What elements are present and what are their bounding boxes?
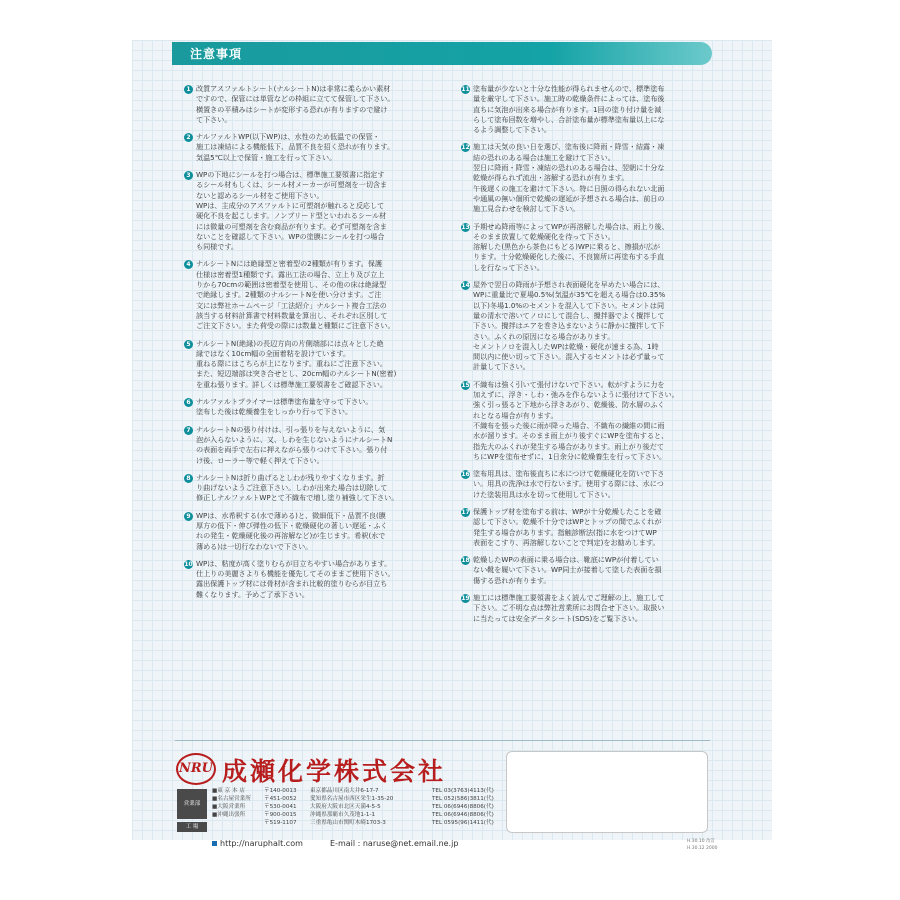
note-item — [461, 84, 723, 135]
section-title: 注意事項 — [190, 47, 243, 61]
note-item — [184, 84, 446, 125]
note-item — [461, 593, 723, 624]
note-number-badge: 11 — [461, 86, 470, 93]
note-number-badge: 7 — [184, 426, 193, 435]
note-text: ナルシートNは折り曲げるとしわが残りやすくなります。折 り曲げないようご注意下さい。しわが出来た場合は切除して 修正しナルファルトWPとて不織布で増し塗り補強して下さい。 — [196, 472, 399, 503]
office-name: ■名古屋営業所 — [212, 795, 251, 802]
note-item — [184, 170, 446, 252]
note-item — [184, 511, 446, 552]
office-postal: 〒451-0052 — [264, 795, 297, 802]
note-item — [184, 397, 446, 418]
office-tel: TEL 052(586)3811(代) — [432, 795, 494, 802]
email-address[interactable]: E-mail : naruse@net.email.ne.jp — [330, 839, 459, 848]
note-text: 塗布用具は、塗布後直ちに水につけて乾燥硬化を防いで下さ い。用具の洗浄は水で行ないます。使用する際には、水につ けた塗装用具は水を切って使用して下さい。 — [473, 469, 665, 499]
note-number-badge: 8 — [184, 474, 193, 483]
note-item — [461, 555, 723, 586]
office-postal: 〒900-0015 — [264, 811, 297, 818]
note-item — [461, 469, 723, 500]
note-text: 改質アスファルトシート(ナルシートN)は非常に柔らかい素材 ですので、保管には単管などの枠組に立てて保管して下さい。 横置きの平積みはシートが変形する恐れが有りますので避け て下さい。 — [196, 84, 395, 124]
note-text: ナルファルトWP(以下WP)は、水性のため低温での保管・ 施工は凍結による機能低下、品質不良を招く恐れが有ります。 気温5℃以上で保管・施工を行って下さい。 — [196, 132, 395, 162]
note-number-badge: 2 — [184, 133, 193, 142]
note-number-badge: 12 — [461, 144, 470, 152]
office-name: ■沖縄出張所 — [212, 811, 246, 818]
note-text: 予期せぬ降雨等によってWPが再溶解した場合は、雨上り後、 そのまま放置して乾燥硬化を待って下さい。 溶解した(黒色から茶色にもどる)WPに乗ると、擦損が広が ります。十分乾燥硬化した後に、不良箇所に再塗布する手直 しを行なって下さい。 — [473, 221, 669, 272]
office-tel: TEL 03(3763)4113(代) — [432, 788, 494, 794]
note-number-badge: 13 — [461, 223, 470, 231]
office-row — [212, 796, 512, 804]
office-tel: TEL 06(6946)8806(代) — [432, 803, 494, 810]
note-text: 不織布は強く引いて張付けないで下さい。転がすように力を 加えずに、浮き・しわ・弛みを作らないように張付けて下さい。 強く引っ張ると下地から浮きあがり、乾燥後、防水層のふく れとなる場合が有ります。 不織布を張った後に雨が降った場合、不織布の繊維の間に雨 水が溜ります。そのまま雨上がり後すぐにWPを塗布すると、 指先大のふくれが発生する場合があります。雨上がり後だて ちにWPを塗布せずに、1日余分に乾燥養生を行って下さい。 — [473, 379, 679, 461]
note-item — [461, 222, 723, 273]
note-item — [461, 280, 723, 373]
office-row — [212, 804, 512, 812]
note-number-badge: 1 — [184, 85, 193, 94]
note-number-badge: 14 — [461, 282, 470, 290]
note-text: WPの下地にシールを打つ場合は、標準施工要領書に指定す るシール材もしくは、シール材メーカーが可塑剤を一切含ま ないと認めるシール材をご使用下さい。 WPは、主成分のアスファルトに可塑剤が触れると反応して 硬化不良を起こします。ノンブリード型といわれるシール材 には微量の可塑剤を含む商品が有ります。必ず可塑剤を含ま ないことを確認して下さい。WPの塗膜にシールを打つ場合 も同様です。 — [196, 170, 388, 252]
note-number-badge: 3 — [184, 171, 193, 180]
note-item — [461, 142, 723, 214]
website-url[interactable]: http://naruphalt.com — [220, 839, 303, 848]
note-text: 施工には標準施工要領書をよく読んでご理解の上、施工して 下さい。ご不明な点は弊社営業所にお問合せ下さい。取扱い に当たっては安全データシート(SDS)をご覧下さい。 — [473, 593, 665, 623]
note-number-badge: 9 — [184, 512, 193, 521]
notes-column-right — [461, 84, 723, 631]
note-text: ナルシートN(絶縁)の長辺方向の片側端部には点々とした絶 縁ではなく10cm幅の全面着粘を設けています。 重ねる際にはこちらが上になります。重ねにご注意下さい。 また、短辺端部は突き合せとし、20cm幅のナルシートN(密着) を重ね張ります。詳しくは標準施工要領書をご確認下さい。 — [196, 338, 397, 389]
note-item — [461, 507, 723, 548]
footer-divider — [175, 740, 710, 741]
note-number-badge: 6 — [184, 398, 193, 407]
office-postal: 〒140-0013 — [264, 788, 297, 794]
note-text: WPは、水希釈する(水で薄める)と、微細低下・品質不良(膜 厚方の低下・伸び弾性の低下・乾燥硬化の著しい遅延・ふく れの発生・乾燥硬化後の再溶解など)が生じます。希釈(水で 薄める)は一切行なわないで下さい。 — [196, 510, 388, 551]
note-text: ナルシートNの張り付けは、引っ張りを与えないように、気 泡が入らないように、又、しわを生じないようにナルシートN の表面を両手で左右に押えながら張りつけて下さい。張り付 け後、ローラー等で軽く押えて下さい。 — [196, 424, 393, 465]
note-number-badge: 15 — [461, 381, 470, 389]
note-item — [184, 473, 446, 504]
office-postal: 〒519-1107 — [264, 819, 297, 826]
office-postal: 〒530-0041 — [264, 803, 297, 810]
note-text: 施工は天気の良い日を選び、塗布後に降雨・降雪・結露・凍 結の恐れのある場合は施工を避けて下さい。 翌日に降雨・降雪・凍結の恐れのある場合は、翌朝に十分な 乾燥が得られず流出・溶解する恐れが有ります。 午後遅くの施工を避けて下さい。特に日照の得られない北面 や通風の無い個所で乾燥の遅延が予想される場合は、前日の 施工見合わせを検討して下さい。 — [473, 142, 665, 214]
office-row — [212, 788, 512, 796]
note-text: ナルシートNには絶縁型と密着型の2種類が有ります。保護 仕様は密着型1種類です。露出工法の場合、立上り及び立上 りから70cmの範囲は密着型を使用し、その他の床は絶縁型 で絶縁します。2種類のナルシートNを使い分けます。ご注 文には弊社ホームページ「工法紹介」ナルシート複合工法の 該当する材料計算書で材料数量を算出し、それぞれ区別して ご注文下さい。また荷受の際には数量と種類にご注意下さい。 — [196, 259, 395, 331]
note-item — [184, 425, 446, 466]
office-address: 大阪府大阪市北区天満4-5-5 — [310, 803, 381, 810]
bullet-icon — [212, 841, 217, 846]
note-item — [184, 559, 446, 600]
office-address: 東京都品川区南大井6-17-7 — [310, 788, 379, 794]
print-code — [687, 838, 718, 852]
company-logo: NRU — [176, 753, 216, 785]
note-number-badge: 10 — [184, 560, 193, 568]
note-text: 保護トップ材を塗布する前は、WPが十分乾燥したことを確 認して下さい。乾燥不十分ではWPとトップの間でふくれが 発生する場合があります。指触診断法(指に水をつけてWP 表面をこすり、再溶解しないことで判定)をお勧めします。 — [473, 506, 662, 547]
office-tel: TEL 06(6946)8806(代) — [432, 811, 494, 818]
note-number-badge: 5 — [184, 340, 193, 349]
note-text: WPは、粘度が高く塗りむらが目立ちやすい場合があります。 仕上りの美麗さよりも機能を優先してそのままご使用下さい。 露出保護トップ材には骨材が含まれ比較的塗りむらが目立ち 難くなります。予めご了承下さい。 — [196, 558, 395, 599]
print-code-line: H.30.10 改訂 — [687, 839, 716, 844]
office-name: ■東 京 本 店 — [212, 788, 245, 794]
note-text: 乾燥したWPの表面に乗る場合は、靴底にWPが付着してい ない靴を履いて下さい。WP同士が接着して塗した表面を損 傷する恐れが有ります。 — [473, 555, 662, 585]
note-text: 塗布量が少ないと十分な性能が得られませんので、標準塗布 量を厳守して下さい。施工時の乾燥条件によっては、塗布後 直ちに気泡が出来る場合が有ります。1回の塗り付け量を減 らして塗布回数を増やし、合計塗布量が標準塗布量以上にな るよう調整して下さい。 — [473, 84, 665, 135]
note-number-badge: 18 — [461, 557, 470, 565]
office-list — [212, 788, 512, 828]
office-tel: TEL 0595(96)1411(代) — [432, 819, 494, 826]
office-row — [212, 820, 512, 828]
office-row — [212, 812, 512, 820]
print-code-line: H.30.12 2000 — [687, 846, 718, 851]
office-address: 三重県亀山市関町木崎1703-3 — [310, 819, 386, 826]
note-item — [461, 380, 723, 462]
note-item — [184, 259, 446, 331]
dealer-stamp-box — [506, 751, 708, 833]
website-link[interactable] — [212, 839, 303, 848]
note-number-badge: 19 — [461, 595, 470, 603]
company-name: 成瀬化学株式会社 — [222, 757, 447, 786]
office-address: 沖縄県那覇市久茂地1-1-1 — [310, 811, 376, 818]
note-number-badge: 17 — [461, 508, 470, 516]
note-text: 屋外で翌日の降雨が予想され表面硬化を早めたい場合には、 WPに重量比で夏場0.5%(気温が35℃を超える場合は0.35% 以下)冬場1.0%のセメントを混入して下さい。セメントは同 量の清水で溶いてノロにして混合し、攪拌器でよく攪拌して 下さい。攪拌はエアを巻き込まないように静かに攪拌して下 さい。ふくれの原因になる場合があります。 セメントノロを混入したWPは乾燥・硬化が速まる為、1時 間以内に使い切って下さい。混入するセメントは必ず量って 計量して下さい。 — [473, 280, 666, 372]
note-number-badge: 4 — [184, 260, 193, 269]
note-text: ナルファルトプライマーは標準塗布量を守って下さい。 塗布した後は乾燥養生をしっかり行って下さい。 — [196, 397, 373, 417]
note-number-badge: 16 — [461, 471, 470, 479]
factory-label: 工 場 — [177, 822, 207, 832]
office-name: ■大阪営業所 — [212, 803, 246, 810]
section-header-bar — [172, 42, 712, 65]
office-name — [212, 820, 264, 828]
sales-dept-label: 営業部 — [177, 789, 207, 819]
note-item — [184, 132, 446, 163]
office-address: 愛知県名古屋市西区栄生1-35-20 — [310, 795, 394, 802]
notes-column-left — [184, 84, 446, 607]
note-item — [184, 339, 446, 390]
